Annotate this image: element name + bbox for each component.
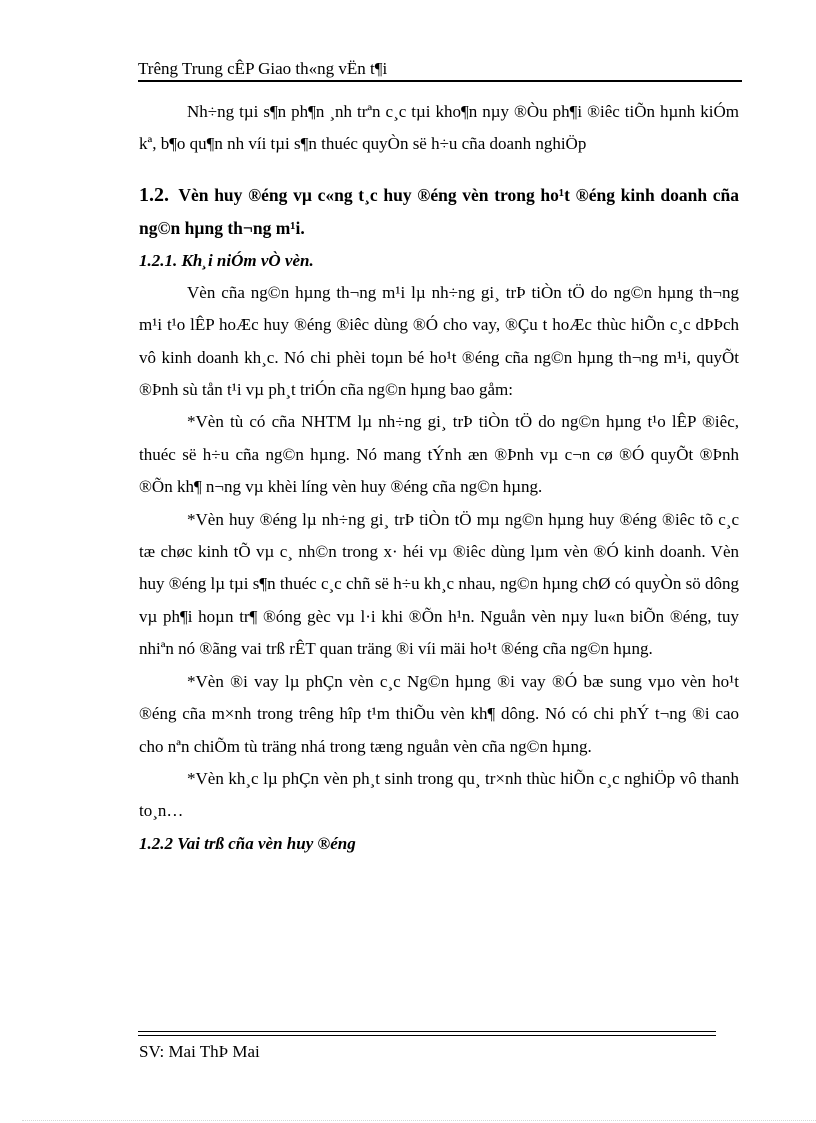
header-rule [138,80,742,82]
subheading-1-2-2: 1.2.2 Vai trß cña vèn huy ®éng [139,833,356,853]
page-header: Trêng Trung cÊP Giao th«ng vËn t¶i [138,59,388,78]
paragraph-definition: Vèn cña ng©n hµng th¬ng m¹i lµ nh÷ng gi¸ trÞ tiÒn tÖ do ng©n hµng th¬ng m¹i t¹o lÊP hoÆc huy ®éng ®iêc dùng ®Ó cho vay, ®Çu t hoÆc thùc hiÕn c¸c dÞÞch vô kinh doanh kh¸c. Nó chi phèi toµn bé ho¹t ®éng cña ng©n hµng th¬ng m¹i, quyÕt ®Þnh sù tån t¹i vµ ph¸t triÓn cña ng©n hµng bao gåm: [139,282,739,400]
paragraph-own-capital: *Vèn tù có cña NHTM lµ nh÷ng gi¸ trÞ tiÒn tÖ do ng©n hµng t¹o lÊP ®iêc, thuéc së h÷u cña ng©n hµng. Nó mang tÝnh æn ®Þnh vµ c¬n cø ®Ó quyÕt ®Þnh ®Õn kh¶ n¬ng vµ khèi líng vèn huy ®éng cña ng©n hµng. [139,412,739,497]
paragraph-borrowed-capital: *Vèn ®i vay lµ phÇn vèn c¸c Ng©n hµng ®i vay ®Ó bæ sung vµo vèn ho¹t ®éng cña m×nh trong trêng hîp t¹m thiÕu vèn kh¶ dông. Nó có chi phÝ t¬ng ®i cao cho nªn chiÕm tù träng nhá trong tæng nguån vèn cña ng©n hµng. [139,671,739,756]
section-heading [139,179,739,245]
paragraph-mobilized-capital: *Vèn huy ®éng lµ nh÷ng gi¸ trÞ tiÒn tÖ mµ ng©n hµng huy ®éng ®iêc tõ c¸c tæ chøc kinh tÕ vµ c¸ nh©n trong x· héi vµ ®iêc dùng lµm vèn ®Ó kinh doanh. Vèn huy ®éng lµ tµi s¶n thuéc c¸c chñ së h÷u kh¸c nhau, ng©n hµng chØ có quyÒn sö dông vµ ph¶i hoµn tr¶ ®óng gèc vµ l·i khi ®Õn h¹n. Nguån vèn nµy lu«n biÕn ®éng, tuy nhiªn nó ®ãng vai trß rÊT quan träng ®i víi mäi ho¹t ®éng cña ng©n hµng. [139,509,739,659]
section-number: 1.2. [139,183,169,206]
section-title: Vèn huy ®éng vµ c«ng t¸c huy ®éng vèn trong ho¹t ®éng kinh doanh cña ng©n hµng th¬ng m¹i. [139,184,740,238]
subheading-1-2-1: 1.2.1. Kh¸i niÓm vÒ vèn. [139,250,314,270]
footer-rule [138,1031,716,1036]
document-body [139,96,739,860]
page-edge [22,1120,816,1121]
page-footer: SV: Mai ThÞ Mai [139,1042,260,1061]
paragraph-intro: Nh÷ng tµi s¶n ph¶n ¸nh trªn c¸c tµi kho¶n nµy ®Òu ph¶i ®iêc tiÕn hµnh kiÓm kª, b¶o qu¶n nh víi tµi s¶n thuéc quyÒn së h÷u cña doanh nghiÖp [139,102,739,154]
paragraph-other-capital: *Vèn kh¸c lµ phÇn vèn ph¸t sinh trong qu¸ tr×nh thùc hiÕn c¸c nghiÖp vô thanh to¸n… [139,768,739,821]
